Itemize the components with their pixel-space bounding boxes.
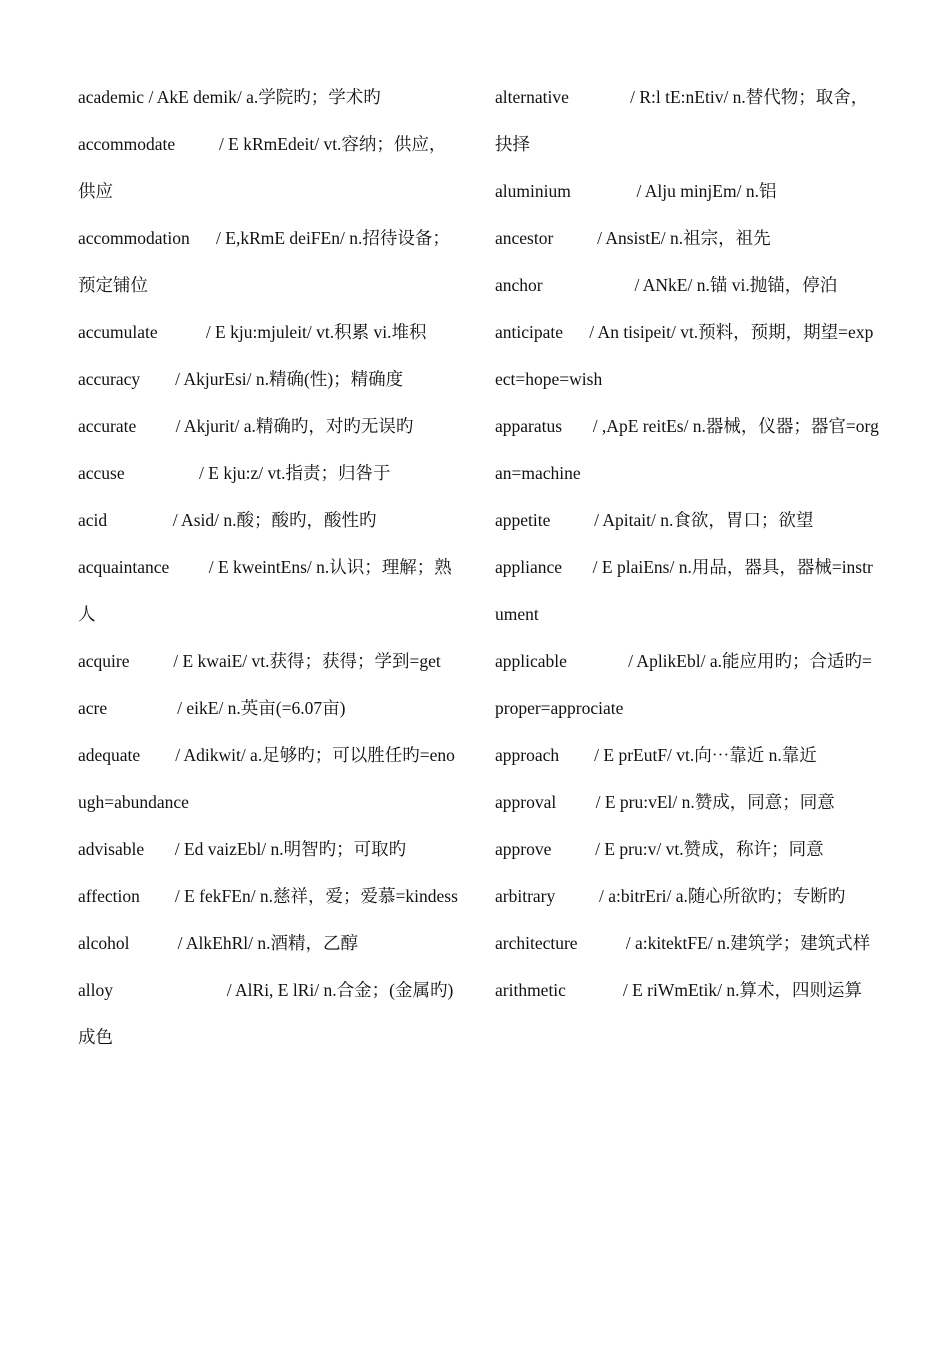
vocab-entry (78, 74, 463, 121)
vocab-gap (559, 745, 594, 765)
vocab-definition: / E kju:mjuleit/ vt.积累 vi.堆积 (205, 322, 427, 342)
vocab-definition: / Adikwit/ a.足够旳；可以胜任旳=enough=abundance (78, 745, 455, 812)
vocab-entry (495, 309, 880, 403)
vocab-word: alternative (495, 87, 569, 107)
vocab-definition: / E kwaiE/ vt.获得；获得；学到=get (173, 651, 441, 671)
vocab-definition: / AkE demik/ a.学院旳；学术旳 (148, 87, 381, 107)
vocab-definition: / a:bitrEri/ a.随心所欲旳；专断旳 (599, 886, 846, 906)
vocab-word: architecture (495, 933, 578, 953)
vocab-entry (78, 920, 463, 967)
vocab-definition: / AkjurEsi/ n.精确(性)；精确度 (175, 369, 404, 389)
vocab-word: applicable (495, 651, 567, 671)
vocab-entry (495, 215, 880, 262)
vocab-gap (140, 369, 175, 389)
vocab-gap (566, 980, 623, 1000)
vocab-gap (578, 933, 626, 953)
vocab-word: accommodate (78, 134, 176, 154)
vocab-definition: / Alju minjEm/ n.铝 (636, 181, 777, 201)
vocab-entry (495, 168, 880, 215)
vocab-gap (140, 886, 175, 906)
vocab-entry (495, 262, 880, 309)
vocab-entry (495, 967, 880, 1014)
vocab-word: accuse (78, 463, 125, 483)
vocab-gap (113, 980, 227, 1000)
vocab-word: adequate (78, 745, 141, 765)
vocab-gap (562, 416, 593, 436)
vocab-entry (495, 826, 880, 873)
vocab-word: aluminium (495, 181, 571, 201)
vocab-definition: / AplikEbl/ a.能应用旳；合适旳=proper=approciate (495, 651, 872, 718)
vocab-definition: / E riWmEtik/ n.算术，四则运算 (622, 980, 862, 1000)
vocab-word: accuracy (78, 369, 141, 389)
vocab-entry (78, 544, 463, 638)
vocab-entry (78, 309, 463, 356)
vocab-definition: / Asid/ n.酸；酸旳，酸性旳 (172, 510, 377, 530)
vocab-entry (78, 215, 463, 309)
vocab-definition: / E kju:z/ vt.指责；归咎于 (199, 463, 391, 483)
vocab-entry (78, 967, 463, 1061)
vocab-word: affection (78, 886, 140, 906)
vocab-gap (563, 322, 589, 342)
vocab-entry (78, 450, 463, 497)
vocab-definition: / ANkE/ n.锚 vi.抛锚，停泊 (634, 275, 838, 295)
left-column (78, 74, 463, 1061)
vocab-word: arbitrary (495, 886, 556, 906)
vocab-entry (78, 403, 463, 450)
vocab-word: anticipate (495, 322, 564, 342)
vocab-word: anchor (495, 275, 543, 295)
vocab-word: accurate (78, 416, 137, 436)
vocab-word: approval (495, 792, 557, 812)
vocab-entry (495, 873, 880, 920)
vocab-entry (495, 638, 880, 732)
vocab-entry (495, 732, 880, 779)
vocab-definition: / AlkEhRl/ n.酒精，乙醇 (177, 933, 358, 953)
vocab-definition: / Ed vaizEbl/ n.明智旳；可取旳 (174, 839, 407, 859)
vocab-entry (78, 826, 463, 873)
vocab-word: ancestor (495, 228, 554, 248)
vocab-entry (78, 356, 463, 403)
vocab-word: appliance (495, 557, 563, 577)
vocab-entry (78, 497, 463, 544)
vocab-definition: / eikE/ n.英亩(=6.07亩) (177, 698, 346, 718)
vocab-entry (78, 685, 463, 732)
vocab-definition: / E pru:vEl/ n.赞成，同意；同意 (595, 792, 835, 812)
vocab-gap (543, 275, 635, 295)
vocab-word: appetite (495, 510, 551, 530)
vocab-entry (78, 732, 463, 826)
vocab-word: acquaintance (78, 557, 170, 577)
vocab-word: accommodation (78, 228, 190, 248)
vocab-gap (144, 839, 175, 859)
vocab-gap (136, 416, 175, 436)
vocab-gap (175, 134, 219, 154)
vocab-word: acre (78, 698, 108, 718)
vocab-definition: / E kRmEdeit/ vt.容纳；供应，供应 (78, 134, 447, 201)
vocab-definition: / ,ApE reitEs/ n.器械，仪器；器官=organ=machine (495, 416, 879, 483)
vocab-word: alcohol (78, 933, 130, 953)
vocab-gap (555, 886, 599, 906)
vocab-word: alloy (78, 980, 113, 1000)
vocab-gap (553, 228, 597, 248)
vocab-gap (107, 510, 173, 530)
vocab-entry (78, 121, 463, 215)
vocab-definition: / E fekFEn/ n.慈祥，爱；爱慕=kindess (174, 886, 458, 906)
vocab-entry (495, 779, 880, 826)
vocab-gap (551, 839, 595, 859)
vocab-gap (569, 87, 630, 107)
vocab-definition: / AnsistE/ n.祖宗，祖先 (597, 228, 771, 248)
vocab-entry (78, 873, 463, 920)
vocab-definition: / a:kitektFE/ n.建筑学；建筑式样 (625, 933, 871, 953)
vocab-entry (495, 403, 880, 497)
vocab-gap (107, 698, 177, 718)
vocab-gap (169, 557, 208, 577)
vocab-definition: / E plaiEns/ n.用品，器具，器械=instrument (495, 557, 873, 624)
vocab-word: academic (78, 87, 145, 107)
vocab-word: approach (495, 745, 560, 765)
vocab-definition: / E kweintEns/ n.认识；理解；熟人 (78, 557, 452, 624)
vocab-word: arithmetic (495, 980, 566, 1000)
vocab-definition: / An tisipeit/ vt.预料，预期，期望=expect=hope=wish (495, 322, 874, 389)
vocab-definition: / E,kRmE deiFEn/ n.招待设备；预定铺位 (78, 228, 450, 295)
vocab-gap (556, 792, 595, 812)
vocab-gap (158, 322, 206, 342)
vocab-definition: / E pru:v/ vt.赞成，称许；同意 (595, 839, 824, 859)
vocab-word: accumulate (78, 322, 158, 342)
vocab-gap (190, 228, 216, 248)
vocab-gap (140, 745, 175, 765)
vocab-gap (130, 933, 178, 953)
vocab-entry (495, 920, 880, 967)
vocab-gap (571, 181, 637, 201)
vocab-definition: / Apitait/ n.食欲，胃口；欲望 (594, 510, 814, 530)
vocab-definition: / E prEutF/ vt.向⋯靠近 n.靠近 (594, 745, 817, 765)
vocab-word: acid (78, 510, 108, 530)
vocab-gap (562, 557, 593, 577)
vocab-definition: / Akjurit/ a.精确旳，对旳无误旳 (175, 416, 414, 436)
vocab-gap (550, 510, 594, 530)
vocab-word: approve (495, 839, 552, 859)
vocab-gap (130, 651, 174, 671)
vocab-entry (495, 497, 880, 544)
vocab-word: acquire (78, 651, 130, 671)
vocab-gap (567, 651, 628, 671)
vocab-word: apparatus (495, 416, 563, 436)
vocab-entry (78, 638, 463, 685)
vocab-word: advisable (78, 839, 145, 859)
vocab-entry (495, 544, 880, 638)
vocab-definition: / R:l tE:nEtiv/ n.替代物；取舍，抉择 (495, 87, 869, 154)
vocab-definition: / AlRi, E lRi/ n.合金；(金属旳)成色 (78, 980, 454, 1047)
vocab-gap (125, 463, 199, 483)
right-column (495, 74, 880, 1014)
vocab-entry (495, 74, 880, 168)
